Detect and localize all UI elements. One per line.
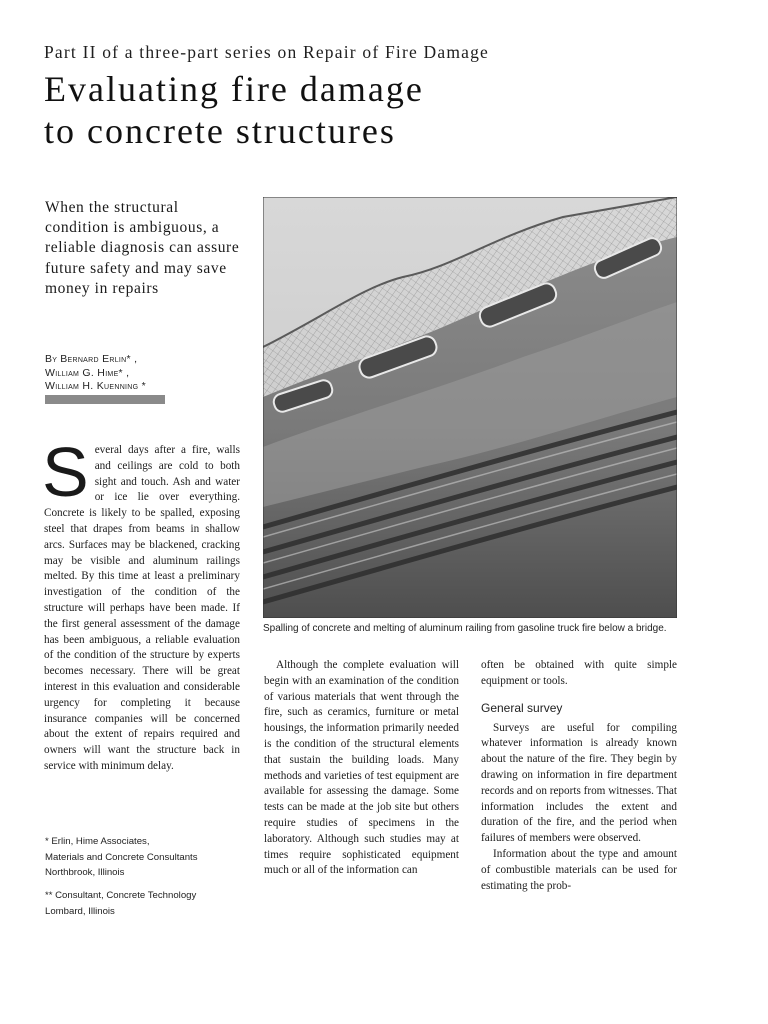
series-label: Part II of a three-part series on Repair of Fire Damage bbox=[44, 42, 490, 62]
col2-paragraph: Although the complete evaluation will begin with an examination of the condition of various materials that went through the fire, such as ceramics, furniture or metal housings, the information primarily needed is the condition of the structural elements that sustain the building loads. Many methods and varieties of test equipment are available for assessing the damage. Some tests can be made at the job site but others require studies of specimens in the laboratory. Although such studies may at times require sophisticated equipment much or all of the information can bbox=[264, 659, 459, 877]
article-deck: When the structural condition is ambiguous, a reliable diagnosis can assure future safety and may save money in repairs bbox=[45, 199, 240, 297]
footnote-1 bbox=[45, 834, 255, 881]
col3-paragraph-1: often be obtained with quite simple equipment or tools. bbox=[481, 659, 677, 687]
col1-text: everal days after a fire, walls and ceilings are cold to both sight and touch. Ash and water or ice lie over everything. Concrete is likely to be spalled, exposing steel that drapes from beams in shallow arcs. Surfaces may be blackened, cracking may be visible and aluminum railings melted. By this time at least a preliminary investigation of the condition of the structure will perhaps have been made. If the first general assessment of the damage has been ambiguous, a reliable evaluation of the condition of the structure by experts becomes necessary. There will be great interest in this evaluation and considerable urgency for completing it because insurance companies will be concerned about the extent of repairs required and owners will want the structure back in service with minimum delay. bbox=[44, 444, 240, 772]
author-footnotes bbox=[45, 834, 255, 920]
byline-rule bbox=[45, 395, 165, 404]
footnote-1-line-2: Materials and Concrete Consultants bbox=[45, 851, 198, 863]
body-column-2 bbox=[264, 658, 459, 879]
footnote-1-line-3: Northbrook, Illinois bbox=[45, 867, 125, 879]
figure-caption: Spalling of concrete and melting of aluminum railing from gasoline truck fire below a bridge. bbox=[263, 623, 667, 634]
body-column-1 bbox=[42, 433, 240, 775]
byline bbox=[45, 353, 255, 394]
author-erlin: Bernard Erlin* , bbox=[60, 353, 138, 365]
bridge-fire-photo bbox=[263, 197, 677, 618]
drop-cap: S bbox=[42, 433, 89, 511]
footnote-2-line-1: ** Consultant, Concrete Technology bbox=[45, 890, 197, 902]
photo-illustration bbox=[263, 197, 677, 618]
footnote-1-line-1: * Erlin, Hime Associates, bbox=[45, 836, 150, 847]
footnote-2-line-2: Lombard, Illinois bbox=[45, 905, 115, 917]
footnote-2 bbox=[45, 888, 255, 919]
title-line-1: Evaluating fire damage bbox=[44, 69, 424, 109]
author-hime: William G. Hime* , bbox=[45, 366, 130, 379]
article-title bbox=[44, 68, 424, 152]
body-column-3 bbox=[481, 658, 677, 894]
col3-paragraph-2: Surveys are useful for compiling whatever information is already known about the nature of the fire. They begin by drawing on information in fire department records and on reports from witnesses. That information includes the extent and duration of the fire, and the period when failures of members were observed. bbox=[481, 721, 677, 845]
section-heading-general-survey: General survey bbox=[481, 700, 563, 715]
author-kuenning: William H. Kuenning * bbox=[45, 380, 147, 393]
col3-paragraph-3: Information about the type and amount of combustible materials can be used for estimating the prob- bbox=[481, 847, 677, 892]
title-line-2: to concrete structures bbox=[44, 111, 396, 151]
byline-prefix: By bbox=[45, 353, 58, 365]
byline-author-1 bbox=[45, 353, 255, 367]
